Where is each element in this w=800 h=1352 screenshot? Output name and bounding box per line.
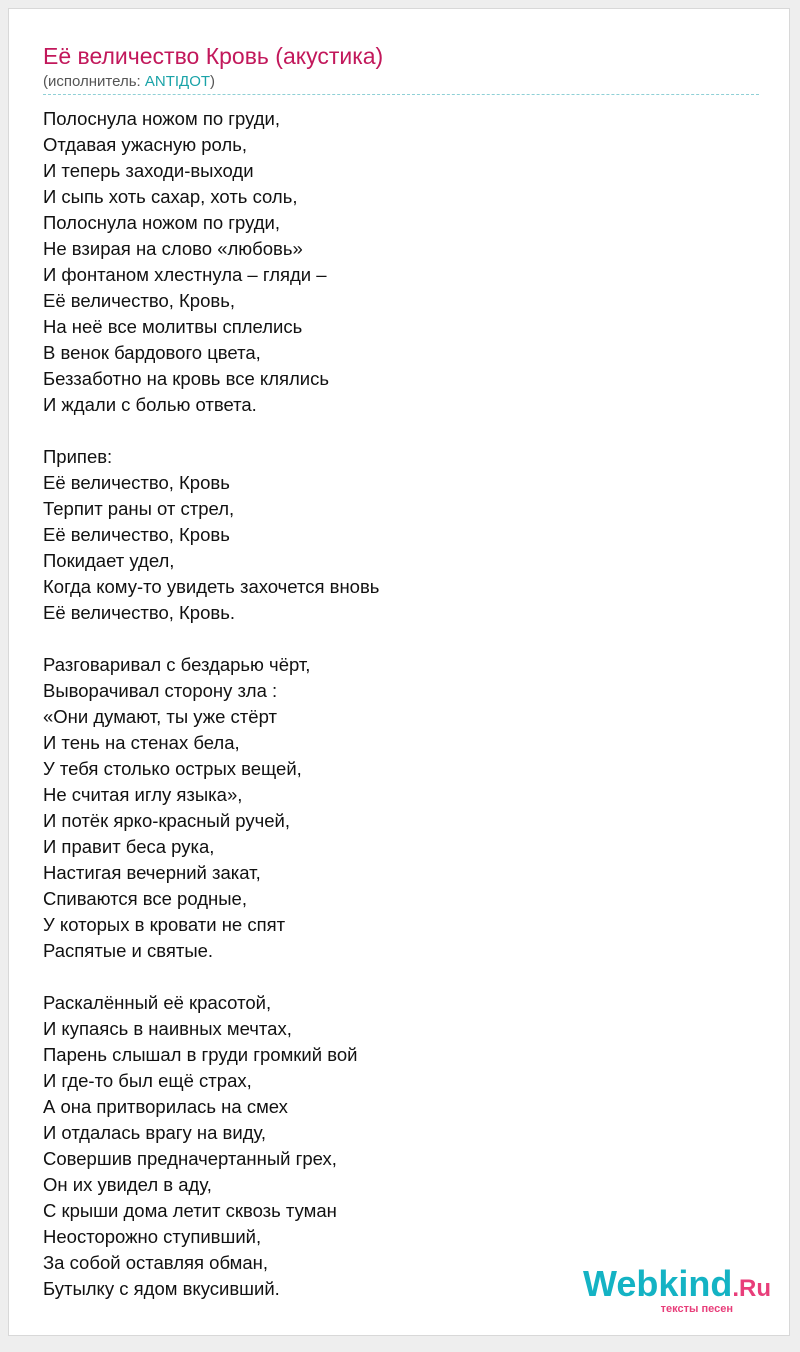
lyric-line: У тебя столько острых вещей, (43, 758, 302, 779)
lyrics-card (8, 8, 790, 1336)
lyrics-stanza (43, 652, 379, 964)
lyric-line: Когда кому-то увидеть захочется вновь (43, 576, 380, 597)
lyric-line: Выворачивал сторону зла : (43, 680, 278, 701)
lyric-line: С крыши дома летит сквозь туман (43, 1200, 337, 1221)
lyric-line: Неосторожно ступивший, (43, 1226, 262, 1247)
lyrics-stanza (43, 106, 379, 418)
title-divider (43, 94, 759, 95)
artist-link[interactable]: ANTIДОТ (144, 73, 211, 90)
webkind-logo[interactable] (582, 1263, 771, 1315)
lyric-line: На неё все молитвы сплелись (43, 316, 303, 337)
lyric-line: И сыпь хоть сахар, хоть соль, (43, 186, 298, 207)
lyric-line: И купаясь в наивных мечтах, (43, 1018, 292, 1039)
artist-suffix: ) (210, 73, 216, 90)
lyric-line: Парень слышал в груди громкий вой (43, 1044, 358, 1065)
lyric-line: Бутылку с ядом вкусивший. (43, 1278, 280, 1299)
logo-tagline: тексты песен (660, 1303, 733, 1315)
lyric-line: И ждали с болью ответа. (43, 394, 257, 415)
lyric-line: Её величество, Кровь, (43, 290, 235, 311)
lyric-line: У которых в кровати не спят (43, 914, 286, 935)
lyric-line: «Они думают, ты уже стёрт (43, 706, 277, 727)
lyric-line: Её величество, Кровь (43, 472, 230, 493)
lyric-line: Полоснула ножом по груди, (43, 212, 281, 233)
lyric-line: И где-то был ещё страх, (43, 1070, 252, 1091)
artist-line (43, 73, 215, 90)
lyric-line: И отдалась врагу на виду, (43, 1122, 267, 1143)
lyric-line: И потёк ярко-красный ручей, (43, 810, 291, 831)
lyric-line: Распятые и святые. (43, 940, 214, 961)
lyric-line: Совершив предначертанный грех, (43, 1148, 337, 1169)
lyrics-stanza (43, 990, 379, 1302)
logo-tld: .Ru (732, 1275, 771, 1302)
lyric-line: Её величество, Кровь (43, 524, 230, 545)
lyric-line: И правит беса рука, (43, 836, 215, 857)
lyric-line: И теперь заходи-выходи (43, 160, 254, 181)
lyric-line: Раскалённый её красотой, (43, 992, 272, 1013)
lyric-line: За собой оставляя обман, (43, 1252, 269, 1273)
lyrics-stanza (43, 444, 379, 626)
lyric-line: И тень на стенах бела, (43, 732, 240, 753)
lyric-line: Терпит раны от стрел, (43, 498, 235, 519)
logo-wordmark: Webkind (582, 1263, 733, 1304)
lyric-line: Он их увидел в аду, (43, 1174, 212, 1195)
artist-prefix: (исполнитель: (43, 73, 145, 90)
lyric-line: И фонтаном хлестнула – гляди – (43, 264, 327, 285)
lyric-line: Отдавая ужасную роль, (43, 134, 247, 155)
lyric-line: Её величество, Кровь. (43, 602, 235, 623)
lyric-line: Спиваются все родные, (43, 888, 247, 909)
lyric-line: Разговаривал с бездарью чёрт, (43, 654, 311, 675)
lyric-line: Настигая вечерний закат, (43, 862, 261, 883)
lyric-line: Покидает удел, (43, 550, 175, 571)
lyric-line: Припев: (43, 446, 113, 467)
lyric-line: В венок бардового цвета, (43, 342, 261, 363)
lyric-line: А она притворилась на смех (43, 1096, 288, 1117)
song-title: Её величество Кровь (акустика) (43, 43, 384, 69)
lyric-line: Беззаботно на кровь все клялись (43, 368, 330, 389)
lyric-line: Полоснула ножом по груди, (43, 108, 281, 129)
lyric-line: Не считая иглу языка», (43, 784, 243, 805)
lyric-line: Не взирая на слово «любовь» (43, 238, 303, 259)
lyrics-body (43, 106, 379, 1302)
